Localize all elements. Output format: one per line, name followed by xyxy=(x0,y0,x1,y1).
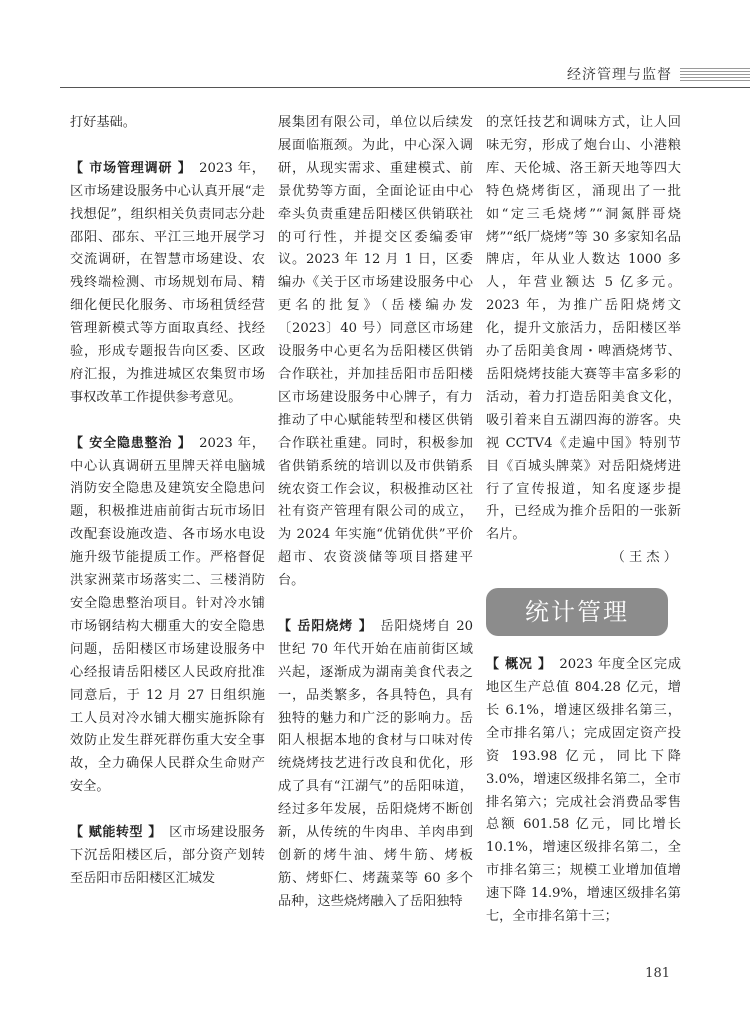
header-rule xyxy=(60,87,750,88)
section-transformation xyxy=(70,822,265,891)
section-text: 区市场建设服务下沉岳阳楼区后，部分资产划转至岳阳市岳阳楼区汇城发 xyxy=(70,825,266,886)
section-heading: 【 岳阳烧烤 】 xyxy=(278,618,367,634)
section-heading: 【 安全隐患整治 】 xyxy=(70,435,186,451)
section-heading: 【 概况 】 xyxy=(486,657,546,673)
running-header-title: 经济管理与监督 xyxy=(567,67,672,83)
section-text: 2023 年度全区完成地区生产总值 804.28 亿元，增长 6.1%，增速区级排名第三，全市排名第八；完成固定资产投资 193.98 亿元，同比下降 3.0%，增速区级排名第二，全市排名第六；完成社会消费品零售总额 601.58 亿元，同比增长 10.1%，增速区级排名第二，全市排名第三；规模工业增加值增速下降 14.9%，增速区级排名第七，全市排名第十三； xyxy=(486,657,681,925)
running-header xyxy=(0,62,750,90)
text-column-3 xyxy=(486,112,681,929)
text-column-1 xyxy=(70,112,265,891)
section-overview xyxy=(486,654,681,929)
paragraph-continued: 展集团有限公司，单位以后续发展面临瓶颈。为此，中心深入调研，从现实需求、重建模式、前景优势等方面，全面论证由中心牵头负责重建岳阳楼区供销联社的可行性，并提交区委编委审议。2023 年 12 月 1 日，区委编办《关于区市场建设服务中心更名的批复》（岳楼编办发〔2023〕40 号）同意区市场建设服务中心更名为岳阳楼区供销合作联社，并加挂岳阳市岳阳楼区市场建设服务中心牌子，有力推动了中心赋能转型和楼区供销合作联社重建。同时，积极参加省供销系统的培训以及市供销系统农资工作会议，积极推动区社社有资产管理有限公司的成立，为 2024 年实施“优销优供”平价超市、农资淡储等项目搭建平台。 xyxy=(278,115,473,589)
header-decorative-lines xyxy=(680,68,750,82)
section-yueyang-bbq xyxy=(278,616,473,914)
text-column-2 xyxy=(278,112,473,914)
section-text: 2023 年，中心认真调研五里牌天祥电脑城消防安全隐患及建筑安全隐患问题，积极推进庙前街古玩市场旧改配套设施改造、各市场水电设施升级节能提质工作。严格督促洪家洲菜市场落实二、三楼消防安全隐患整治项目。针对冷水铺市场钢结构大棚重大的安全隐患问题，岳阳楼区市场建设服务中心经报请岳阳楼区人民政府批准同意后，于 12 月 27 日组织施工人员对冷水铺大棚实施拆除有效防止发生群死群伤重大安全事故，全力确保人民群众生命财产安全。 xyxy=(70,435,265,795)
section-safety-rectification xyxy=(70,433,265,800)
chapter-banner-title: 统计管理 xyxy=(525,597,629,626)
author-credit: （ 王 杰 ） xyxy=(611,550,677,566)
section-text: 岳阳烧烤自 20 世纪 70 年代开始在庙前街区域兴起，逐渐成为湖南美食代表之一，品类繁多，各具特色，具有独特的魅力和广泛的影响力。岳阳人根据本地的食材与口味对传统烧烤技艺进行改良和优化，形成了具有“江湖气”的岳阳味道，经过多年发展，岳阳烧烤不断创新，从传统的牛肉串、羊肉串到创新的烤牛油、烤牛筋、烤板筋、烤虾仁、烤蔬菜等 60 多个品种，这些烧烤融入了岳阳独特 xyxy=(278,618,474,909)
section-heading: 【 赋能转型 】 xyxy=(70,825,156,841)
paragraph-continued: 打好基础。 xyxy=(70,115,136,130)
paragraph-continued: 的烹饪技艺和调味方式，让人回味无穷，形成了炮台山、小港粮库、天伦城、洛王新天地等四大特色烧烤街区，涌现出了一批如“定三毛烧烤”“洞氮胖哥烧烤”“纸厂烧烤”等 30 多家知名品牌店，年从业人数达 1000 多人，年营业额达 5 亿多元。2023 年，为推广岳阳烧烤文化，提升文旅活力，岳阳楼区举办了岳阳美食周・啤酒烧烤节、岳阳烧烤技能大赛等丰富多彩的活动，着力打造岳阳美食文化，吸引着来自五湖四海的游客。央视 CCTV4《走遍中国》特别节目《百城头牌菜》对岳阳烧烤进行了宣传报道，知名度逐步提升，已经成为推介岳阳的一张新名片。 xyxy=(486,115,681,543)
chapter-banner-statistics xyxy=(486,588,668,636)
section-heading: 【 市场管理调研 】 xyxy=(70,160,186,176)
section-market-research xyxy=(70,158,265,410)
section-text: 2023 年，区市场建设服务中心认真开展“走找想促”，组织相关负责同志分赴邵阳、邵东、平江三地开展学习交流调研，在智慧市场建设、农残终端检测、市场规划布局、精细化便民化服务、市场租赁经营管理新模式等方面取真经、找经验，形成专题报告向区委、区政府汇报，为推进城区农集贸市场事权改革工作提供参考意见。 xyxy=(70,160,265,405)
page-number: 181 xyxy=(645,966,670,981)
